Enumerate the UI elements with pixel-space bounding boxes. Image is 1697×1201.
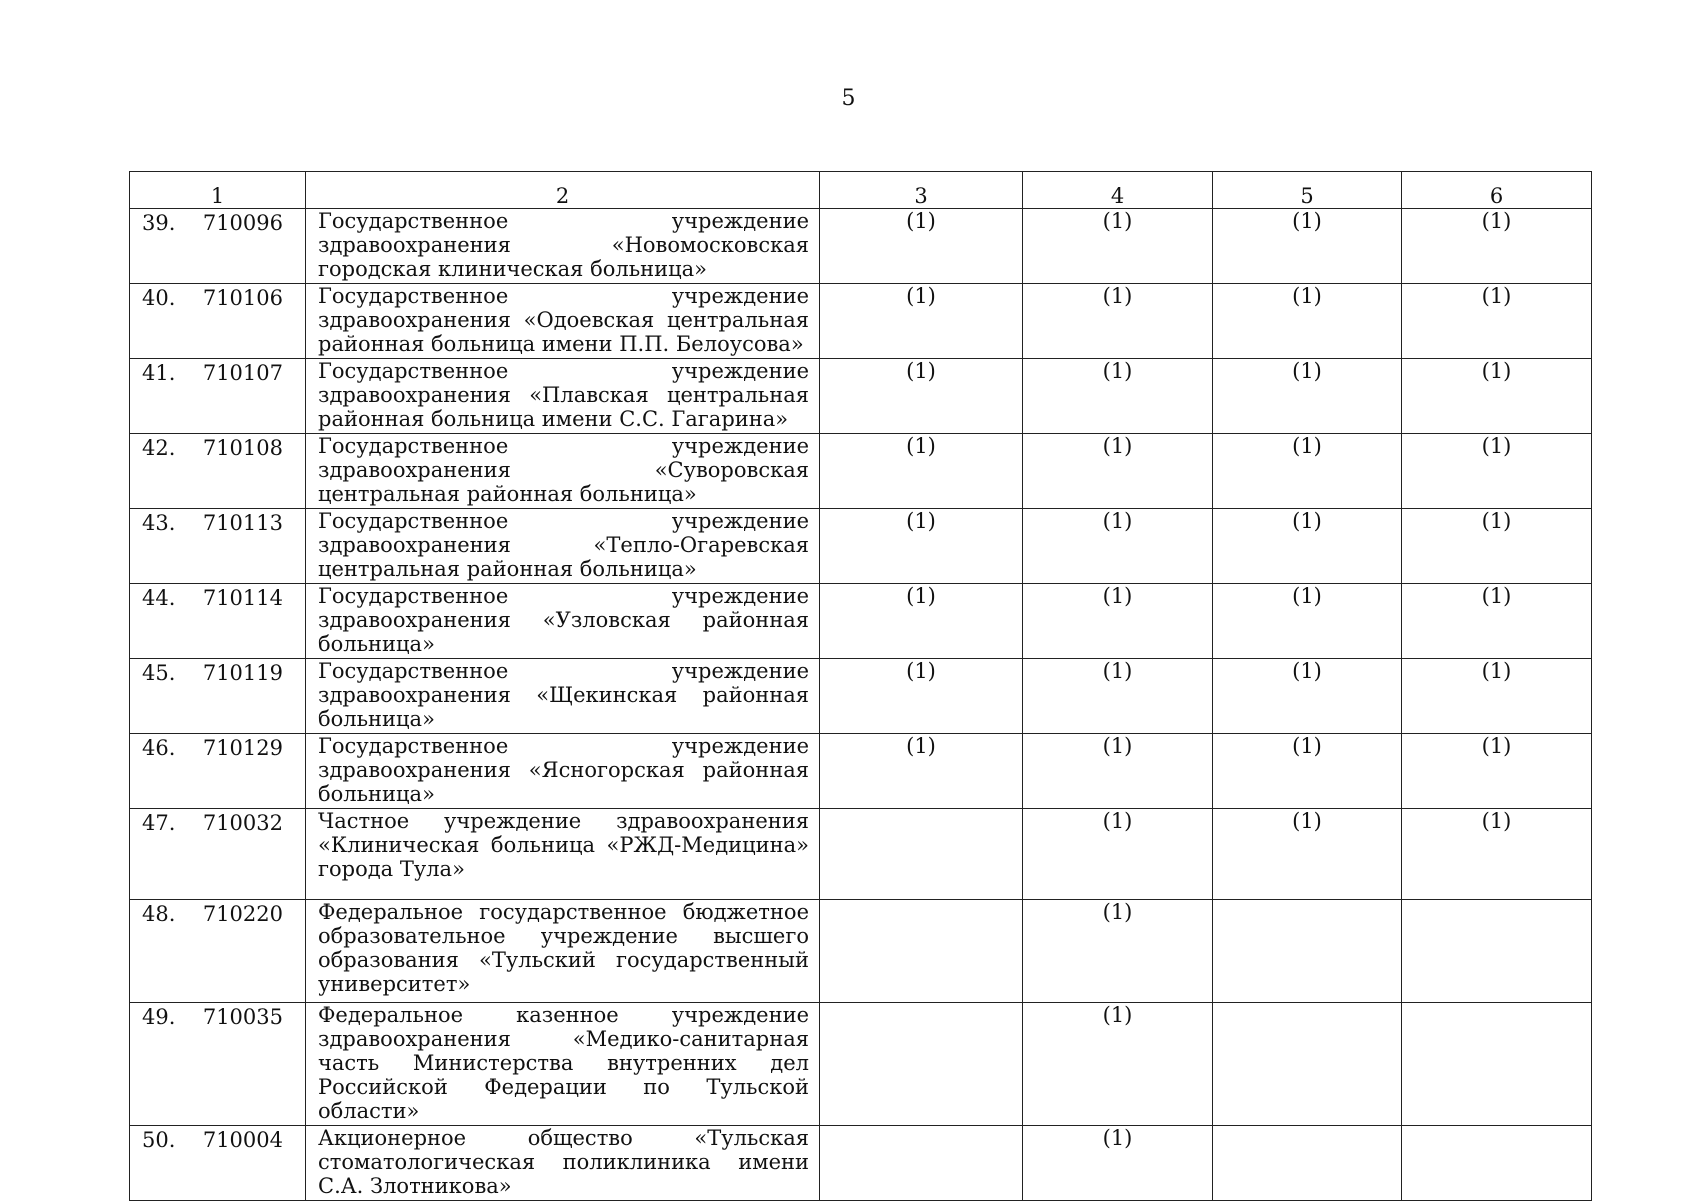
value-cell-c6	[1402, 209, 1592, 284]
value-mark: (1)	[1102, 734, 1133, 758]
value-mark: (1)	[1102, 1126, 1133, 1150]
row-index-wrap	[130, 434, 305, 460]
value-cell-c4	[1023, 284, 1213, 359]
value-cell-c4	[1023, 509, 1213, 584]
value-cell-c3	[820, 509, 1023, 584]
value-cell-c6	[1402, 509, 1592, 584]
value-cell-c3	[820, 1003, 1023, 1126]
value-cell-c3	[820, 900, 1023, 1003]
page-number: 5	[841, 86, 856, 111]
value-cell-c5	[1213, 659, 1402, 734]
row-number: 47.	[142, 811, 176, 835]
header-col-5: 5	[1213, 172, 1402, 209]
institution-name: Государственное учреждение здравоохранения «Новомосковская городская клиническая больница»	[318, 209, 809, 281]
value-cell-c5	[1213, 284, 1402, 359]
institution-name-cell	[306, 1003, 820, 1126]
institution-name-cell	[306, 584, 820, 659]
header-col-2: 2	[306, 172, 820, 209]
institution-code: 710035	[202, 1005, 283, 1029]
value-mark: (1)	[1292, 734, 1322, 758]
value-mark: (1)	[1102, 809, 1133, 833]
value-cell-c4	[1023, 809, 1213, 900]
institution-code: 710129	[202, 736, 283, 760]
table-row	[130, 809, 1592, 900]
value-cell-c5	[1213, 584, 1402, 659]
institution-code: 710032	[202, 811, 283, 835]
value-mark: (1)	[906, 359, 936, 383]
value-mark: (1)	[906, 209, 936, 233]
value-cell-c6	[1402, 434, 1592, 509]
institution-name: Государственное учреждение здравоохранения «Ясногорская районная больница»	[318, 734, 809, 806]
row-index-wrap	[130, 809, 305, 835]
value-mark: (1)	[1481, 734, 1512, 758]
value-cell-c3	[820, 434, 1023, 509]
value-mark: (1)	[1481, 584, 1512, 608]
value-cell-c3	[820, 284, 1023, 359]
row-index-wrap	[130, 209, 305, 235]
header-col-3: 3	[820, 172, 1023, 209]
row-index-wrap	[130, 359, 305, 385]
value-mark: (1)	[906, 659, 936, 683]
value-mark: (1)	[1102, 509, 1133, 533]
value-mark: (1)	[1481, 359, 1512, 383]
value-mark: (1)	[1481, 434, 1512, 458]
value-cell-c5	[1213, 1003, 1402, 1126]
institution-name: Государственное учреждение здравоохранения «Тепло-Огаревская центральная районная больница»	[318, 509, 809, 581]
value-cell-c6	[1402, 659, 1592, 734]
value-mark: (1)	[1292, 509, 1322, 533]
institution-name: Федеральное государственное бюджетное образовательное учреждение высшего образования «Тульский государственный университет»	[318, 900, 809, 996]
header-col-1: 1	[130, 172, 306, 209]
row-number-code-cell	[130, 584, 306, 659]
value-cell-c5	[1213, 434, 1402, 509]
value-mark: (1)	[1102, 284, 1133, 308]
institution-name-cell	[306, 734, 820, 809]
table-row	[130, 584, 1592, 659]
table-row	[130, 434, 1592, 509]
value-mark: (1)	[1481, 509, 1512, 533]
value-cell-c3	[820, 359, 1023, 434]
institution-name: Государственное учреждение здравоохранения «Щекинская районная больница»	[318, 659, 809, 731]
value-cell-c5	[1213, 209, 1402, 284]
value-cell-c5	[1213, 359, 1402, 434]
institution-name-cell	[306, 659, 820, 734]
institution-code: 710106	[202, 286, 283, 310]
institution-name-cell	[306, 359, 820, 434]
institution-name: Государственное учреждение здравоохранения «Плавская центральная районная больница имени С.С. Гагарина»	[318, 359, 809, 431]
value-cell-c6	[1402, 584, 1592, 659]
institution-code: 710108	[202, 436, 283, 460]
institution-code: 710004	[202, 1128, 283, 1152]
value-mark: (1)	[906, 584, 936, 608]
value-mark: (1)	[906, 509, 936, 533]
value-mark: (1)	[1481, 659, 1512, 683]
value-cell-c6	[1402, 809, 1592, 900]
row-number-code-cell	[130, 659, 306, 734]
row-index-wrap	[130, 284, 305, 310]
institution-code: 710107	[202, 361, 283, 385]
row-index-wrap	[130, 1003, 305, 1029]
row-number: 43.	[142, 511, 176, 535]
row-number: 45.	[142, 661, 176, 685]
value-cell-c5	[1213, 900, 1402, 1003]
value-mark: (1)	[1292, 434, 1322, 458]
header-row	[130, 172, 1592, 209]
institution-name-cell	[306, 284, 820, 359]
value-cell-c6	[1402, 734, 1592, 809]
institution-code: 710119	[202, 661, 283, 685]
value-mark: (1)	[1481, 284, 1512, 308]
institution-code: 710113	[202, 511, 283, 535]
row-number: 48.	[142, 902, 176, 926]
value-mark: (1)	[1102, 1003, 1133, 1027]
value-cell-c4	[1023, 1003, 1213, 1126]
value-cell-c3	[820, 659, 1023, 734]
row-number: 49.	[142, 1005, 176, 1029]
institution-name: Частное учреждение здравоохранения «Клиническая больница «РЖД-Медицина» города Тула»	[318, 809, 809, 881]
value-cell-c4	[1023, 734, 1213, 809]
value-cell-c4	[1023, 359, 1213, 434]
row-number-code-cell	[130, 900, 306, 1003]
table-row	[130, 900, 1592, 1003]
institution-name: Федеральное казенное учреждение здравоохранения «Медико-санитарная часть Министерства внутренних дел Российской Федерации по Тульской области»	[318, 1003, 809, 1123]
value-cell-c5	[1213, 1126, 1402, 1201]
institutions-table	[129, 171, 1592, 1201]
value-cell-c3	[820, 1126, 1023, 1201]
value-mark: (1)	[906, 434, 936, 458]
value-cell-c4	[1023, 659, 1213, 734]
value-cell-c4	[1023, 209, 1213, 284]
row-number-code-cell	[130, 509, 306, 584]
header-col-4: 4	[1023, 172, 1213, 209]
table-row	[130, 284, 1592, 359]
value-mark: (1)	[906, 734, 936, 758]
table-row	[130, 734, 1592, 809]
row-number: 44.	[142, 586, 176, 610]
row-number: 46.	[142, 736, 176, 760]
row-number: 39.	[142, 211, 176, 235]
institution-name-cell	[306, 209, 820, 284]
value-cell-c3	[820, 209, 1023, 284]
institution-name: Государственное учреждение здравоохранения «Суворовская центральная районная больница»	[318, 434, 809, 506]
table-row	[130, 1003, 1592, 1126]
institution-name-cell	[306, 900, 820, 1003]
value-mark: (1)	[1292, 209, 1322, 233]
header-col-6: 6	[1402, 172, 1592, 209]
value-mark: (1)	[1102, 659, 1133, 683]
value-cell-c4	[1023, 434, 1213, 509]
value-mark: (1)	[1102, 209, 1133, 233]
table-row	[130, 659, 1592, 734]
row-number-code-cell	[130, 209, 306, 284]
value-cell-c6	[1402, 1003, 1592, 1126]
row-number-code-cell	[130, 284, 306, 359]
row-number: 42.	[142, 436, 176, 460]
value-mark: (1)	[1102, 900, 1133, 924]
row-number-code-cell	[130, 1126, 306, 1201]
value-mark: (1)	[1102, 584, 1133, 608]
value-cell-c5	[1213, 734, 1402, 809]
row-index-wrap	[130, 734, 305, 760]
value-mark: (1)	[1481, 209, 1512, 233]
value-cell-c3	[820, 584, 1023, 659]
value-mark: (1)	[1292, 584, 1322, 608]
value-mark: (1)	[906, 284, 936, 308]
value-cell-c6	[1402, 1126, 1592, 1201]
value-mark: (1)	[1292, 359, 1322, 383]
table-row	[130, 209, 1592, 284]
institution-name-cell	[306, 509, 820, 584]
row-number-code-cell	[130, 809, 306, 900]
row-number-code-cell	[130, 434, 306, 509]
institution-name-cell	[306, 434, 820, 509]
table-row	[130, 509, 1592, 584]
value-cell-c5	[1213, 509, 1402, 584]
value-cell-c6	[1402, 284, 1592, 359]
value-mark: (1)	[1292, 809, 1322, 833]
row-number: 50.	[142, 1128, 176, 1152]
row-index-wrap	[130, 584, 305, 610]
value-mark: (1)	[1292, 284, 1322, 308]
institution-name: Государственное учреждение здравоохранения «Одоевская центральная районная больница имени П.П. Белоусова»	[318, 284, 809, 356]
row-number-code-cell	[130, 734, 306, 809]
value-cell-c3	[820, 734, 1023, 809]
value-mark: (1)	[1102, 359, 1133, 383]
institution-code: 710220	[202, 902, 283, 926]
institution-code: 710114	[202, 586, 283, 610]
value-cell-c6	[1402, 359, 1592, 434]
value-cell-c4	[1023, 584, 1213, 659]
value-mark: (1)	[1481, 809, 1512, 833]
table-row	[130, 359, 1592, 434]
value-cell-c4	[1023, 1126, 1213, 1201]
value-cell-c5	[1213, 809, 1402, 900]
row-number-code-cell	[130, 359, 306, 434]
institution-name-cell	[306, 1126, 820, 1201]
row-number: 41.	[142, 361, 176, 385]
table-row	[130, 1126, 1592, 1201]
value-cell-c3	[820, 809, 1023, 900]
institution-name-cell	[306, 809, 820, 900]
institution-name: Государственное учреждение здравоохранения «Узловская районная больница»	[318, 584, 809, 656]
row-index-wrap	[130, 1126, 305, 1152]
row-index-wrap	[130, 900, 305, 926]
row-index-wrap	[130, 509, 305, 535]
institution-code: 710096	[202, 211, 283, 235]
value-cell-c4	[1023, 900, 1213, 1003]
value-mark: (1)	[1292, 659, 1322, 683]
institution-name: Акционерное общество «Тульская стоматологическая поликлиника имени С.А. Злотникова»	[318, 1126, 809, 1198]
row-number: 40.	[142, 286, 176, 310]
row-number-code-cell	[130, 1003, 306, 1126]
value-mark: (1)	[1102, 434, 1133, 458]
value-cell-c6	[1402, 900, 1592, 1003]
row-index-wrap	[130, 659, 305, 685]
